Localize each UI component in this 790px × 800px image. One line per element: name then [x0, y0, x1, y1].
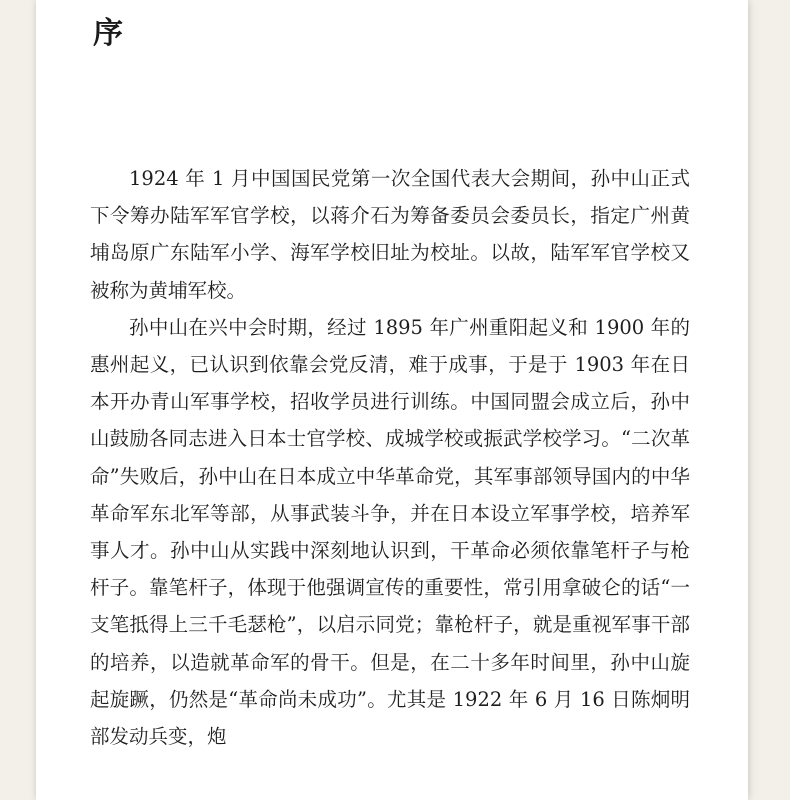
chapter-title: 序 — [93, 16, 123, 51]
paragraph-2: 孙中山在兴中会时期，经过 1895 年广州重阳起义和 1900 年的惠州起义，已认识到依靠会党反清，难于成事，于是于 1903 年在日本开办青山军事学校，招收学员进行训练。中国同盟会成立后，孙中山鼓励各同志进入日本士官学校、成城学校或振武学校学习。“二次革命”失败后，孙中山在日本成立中华革命党，其军事部领导国内的中华革命军东北军等部，从事武装斗争，并在日本设立军事学校，培养军事人才。孙中山从实践中深刻地认识到，干革命必须依靠笔杆子与枪杆子。靠笔杆子，体现于他强调宣传的重要性，常引用拿破仑的话“一支笔抵得上三千毛瑟枪”，以启示同党；靠枪杆子，就是重视军事干部的培养，以造就革命军的骨干。但是，在二十多年时间里，孙中山旋起旋蹶，仍然是“革命尚未成功”。尤其是 1922 年 6 月 16 日陈炯明部发动兵变，炮 — [90, 315, 690, 749]
book-page — [36, 0, 748, 800]
paragraph-1: 1924 年 1 月中国国民党第一次全国代表大会期间，孙中山正式下令筹办陆军军官学校，以蒋介石为筹备委员会委员长，指定广州黄埔岛原广东陆军小学、海军学校旧址为校址。以故，陆军军官学校又被称为黄埔军校。 — [90, 167, 690, 302]
body-text — [90, 160, 690, 755]
